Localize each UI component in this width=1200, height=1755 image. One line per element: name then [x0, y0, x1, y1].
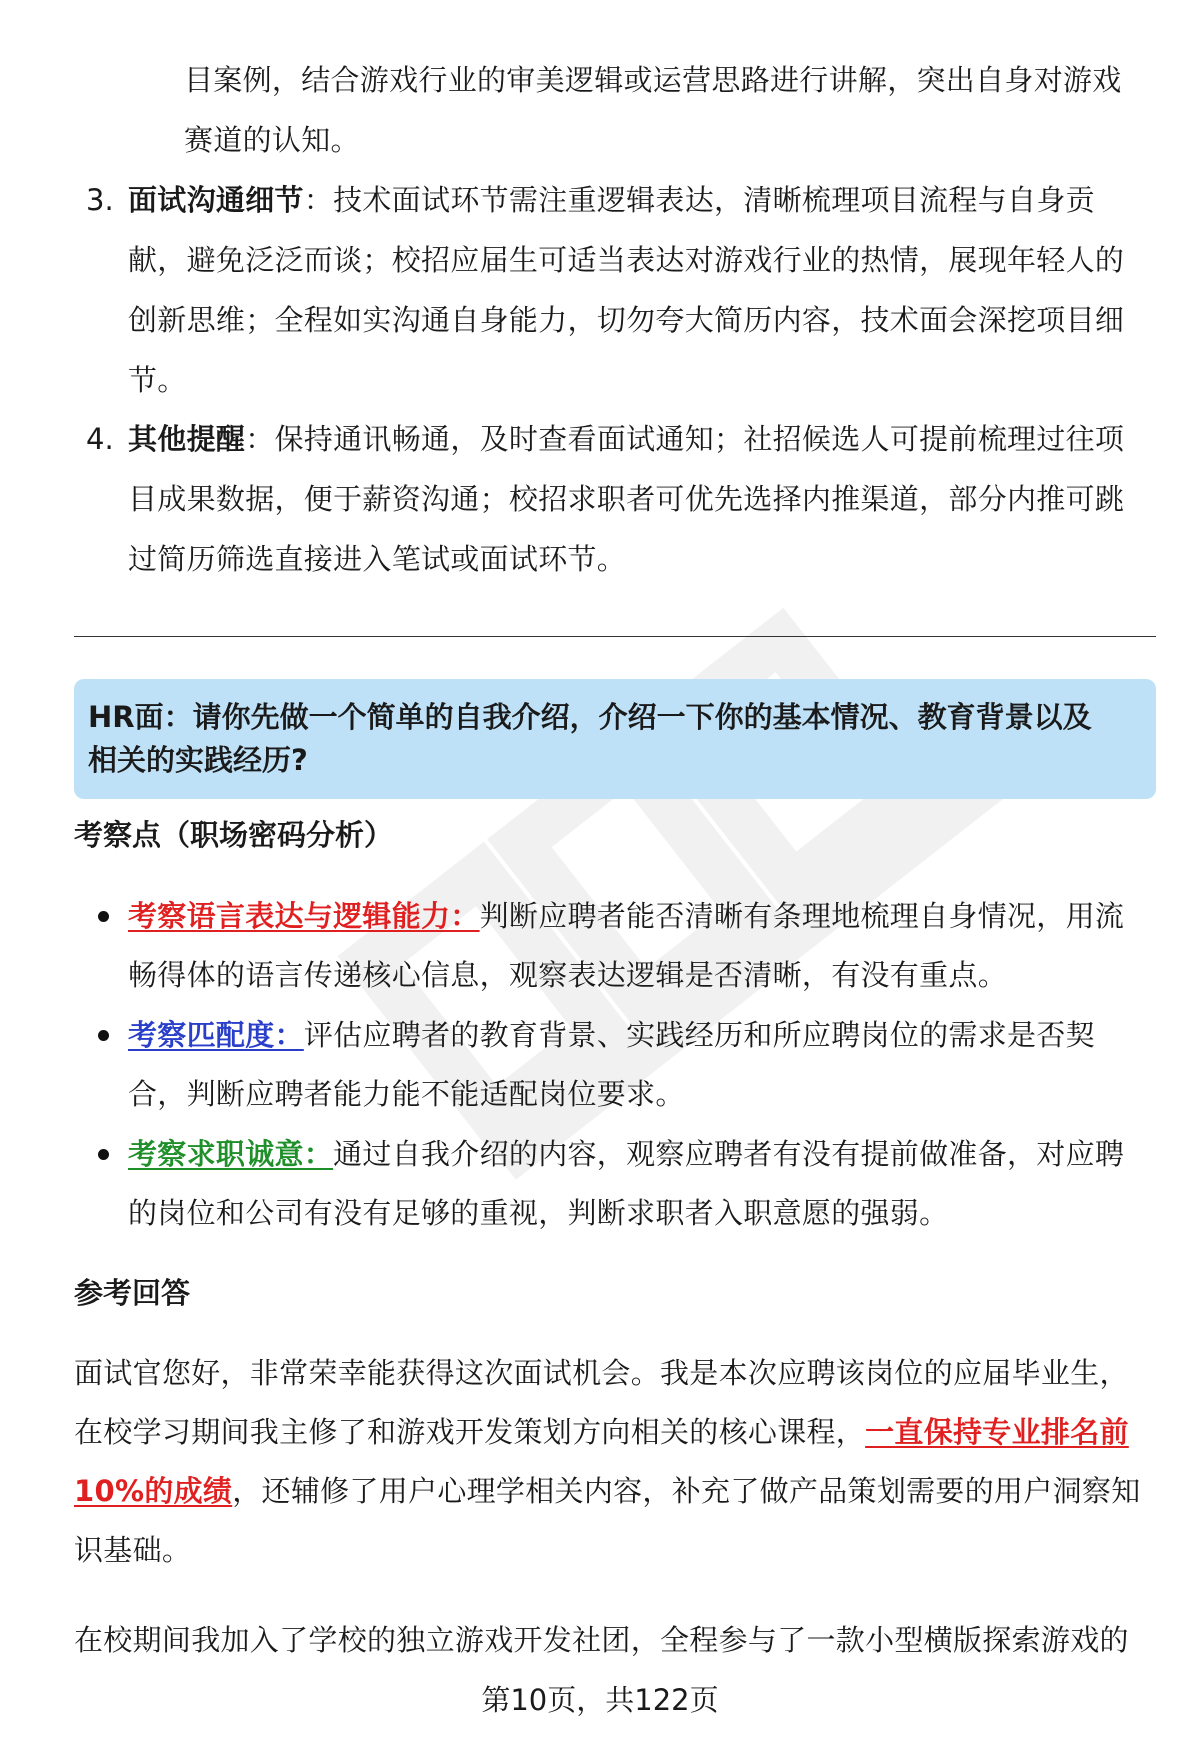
list-item-line: 节。 — [128, 363, 187, 397]
point-item-line: 合，判断应聘者能力能不能适配岗位要求。 — [128, 1077, 685, 1111]
question-box — [74, 679, 1156, 799]
list-number: 4. — [86, 422, 114, 456]
answer-heading: 参考回答 — [74, 1276, 191, 1310]
list-item-line: 创新思维；全程如实沟通自身能力，切勿夸大简历内容，技术面会深挖项目细 — [128, 303, 1125, 337]
bullet-dot — [98, 911, 109, 922]
continuation-line: 赛道的认知。 — [184, 123, 360, 157]
section-divider — [74, 636, 1156, 637]
bullet-dot — [98, 1030, 109, 1041]
list-item-title: 面试沟通细节 — [128, 183, 304, 217]
list-item-title: 其他提醒 — [128, 422, 246, 456]
answer-highlight: 10%的成绩 — [74, 1474, 233, 1508]
list-item: 其他提醒：保持通讯畅通，及时查看面试通知；社招候选人可提前梳理过往项 — [128, 422, 1125, 456]
list-item-line: 献，避免泛泛而谈；校招应届生可适当表达对游戏行业的热情，展现年轻人的 — [128, 243, 1125, 277]
point-item-line: 的岗位和公司有没有足够的重视，判断求职者入职意愿的强弱。 — [128, 1196, 949, 1230]
answer-line: 在校期间我加入了学校的独立游戏开发社团，全程参与了一款小型横版探索游戏的 — [74, 1623, 1129, 1657]
answer-highlight: 一直保持专业排名前 — [865, 1415, 1129, 1449]
answer-line: 识基础。 — [74, 1533, 192, 1567]
answer-line: 面试官您好，非常荣幸能获得这次面试机会。我是本次应聘该岗位的应届毕业生， — [74, 1356, 1129, 1390]
point-label: 考察匹配度： — [128, 1018, 304, 1052]
page-footer: 第10页，共122页 — [481, 1683, 719, 1717]
watermark — [300, 520, 1060, 1220]
point-item: 考察求职诚意：通过自我介绍的内容，观察应聘者有没有提前做准备，对应聘 — [128, 1137, 1125, 1171]
answer-line: 10%的成绩，还辅修了用户心理学相关内容，补充了做产品策划需要的用户洞察知 — [74, 1474, 1141, 1508]
list-number: 3. — [86, 183, 114, 217]
answer-line: 在校学习期间我主修了和游戏开发策划方向相关的核心课程，一直保持专业排名前 — [74, 1415, 1129, 1449]
bullet-dot — [98, 1149, 109, 1160]
continuation-line: 目案例，结合游戏行业的审美逻辑或运营思路进行讲解，突出自身对游戏 — [184, 63, 1122, 97]
point-item: 考察语言表达与逻辑能力：判断应聘者能否清晰有条理地梳理自身情况，用流 — [128, 899, 1125, 933]
point-label: 考察语言表达与逻辑能力： — [128, 899, 480, 933]
question-line: 相关的实践经历? — [88, 743, 308, 777]
list-item: 面试沟通细节：技术面试环节需注重逻辑表达，清晰梳理项目流程与自身贡 — [128, 183, 1095, 217]
point-item-line: 畅得体的语言传递核心信息，观察表达逻辑是否清晰，有没有重点。 — [128, 958, 1008, 992]
list-item-line: 过简历筛选直接进入笔试或面试环节。 — [128, 542, 627, 576]
points-heading: 考察点（职场密码分析） — [74, 818, 394, 852]
point-item: 考察匹配度：评估应聘者的教育背景、实践经历和所应聘岗位的需求是否契 — [128, 1018, 1095, 1052]
list-item-line: 目成果数据，便于薪资沟通；校招求职者可优先选择内推渠道，部分内推可跳 — [128, 482, 1125, 516]
point-label: 考察求职诚意： — [128, 1137, 334, 1171]
question-line: HR面：请你先做一个简单的自我介绍，介绍一下你的基本情况、教育背景以及 — [88, 700, 1092, 734]
